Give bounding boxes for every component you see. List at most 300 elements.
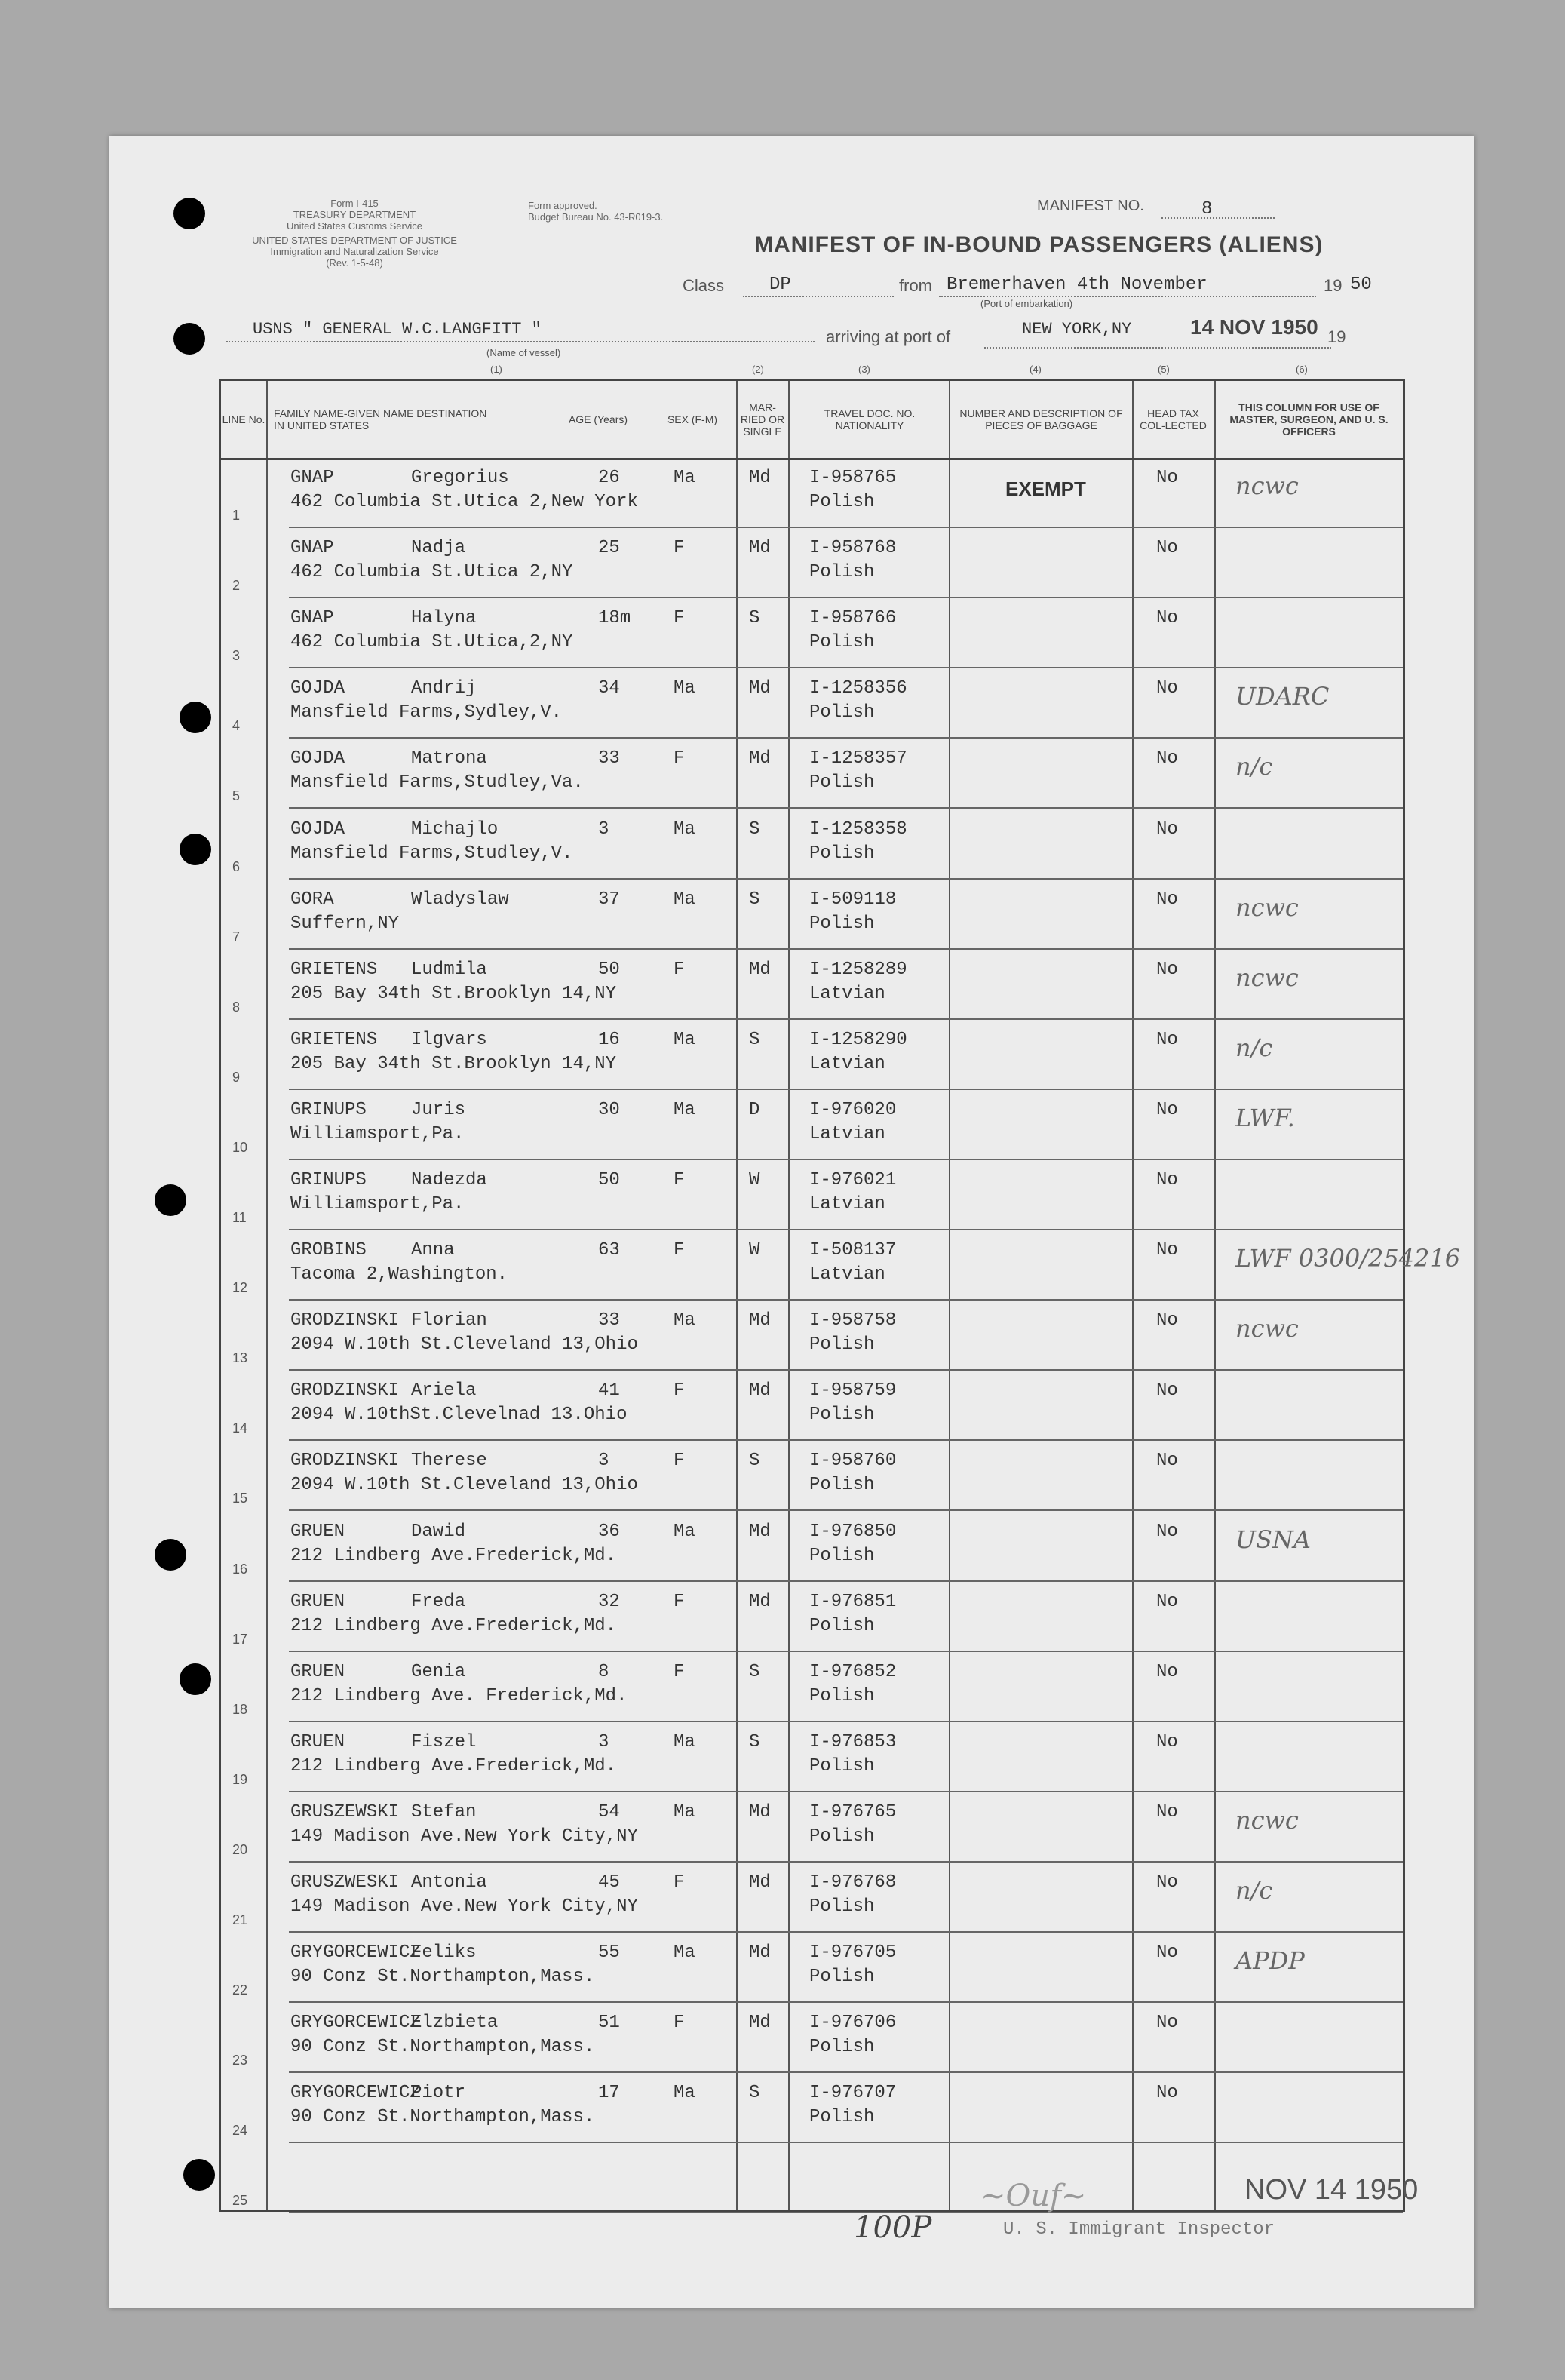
given-name: Michajlo (411, 818, 499, 840)
line-number: 8 (232, 999, 241, 1015)
marital-status: S (749, 1451, 760, 1472)
given-name: Ariela (411, 1380, 477, 1402)
from-line (939, 296, 1316, 297)
line-number: 6 (232, 858, 241, 874)
given-name: Nadja (411, 538, 466, 559)
table-row (221, 1933, 1403, 2003)
table-row (221, 1371, 1403, 1441)
budget-bureau: Budget Bureau No. 43-R019-3. (528, 211, 664, 223)
destination: Mansfield Farms,Studley,V. (290, 843, 573, 864)
table-row (221, 1863, 1403, 1933)
destination: 462 Columbia St.Utica 2,New York (290, 492, 638, 512)
table-row (221, 1230, 1461, 1301)
given-name: Juris (411, 1099, 466, 1120)
line-number: 21 (232, 1912, 248, 1927)
punch-hole (183, 2159, 215, 2191)
officer-remark: n/c (1235, 1876, 1273, 1905)
line-number: 14 (232, 1420, 248, 1436)
head-tax: No (1156, 1661, 1178, 1682)
given-name: Nadezda (411, 1170, 487, 1190)
head-tax: No (1156, 608, 1178, 629)
header-sex: SEX (F-M) (667, 413, 718, 425)
travel-doc-no: I-508137 (809, 1240, 897, 1261)
inspector-title: U. S. Immigrant Inspector (1003, 2219, 1275, 2240)
travel-doc-no: I-1258356 (809, 678, 907, 699)
family-name: GRYGORCEWICZ (290, 2013, 421, 2034)
header-baggage: NUMBER AND DESCRIPTION OF PIECES OF BAGGAGE (959, 407, 1123, 431)
head-tax: No (1156, 1731, 1178, 1752)
col-number-6: (6) (1296, 364, 1308, 375)
given-name: Elzbieta (411, 2013, 499, 2034)
travel-doc-no: I-976705 (809, 1942, 897, 1964)
nationality: Polish (809, 1545, 875, 1566)
marital-status: S (749, 818, 760, 840)
row-rule (289, 2212, 1403, 2213)
sex: Ma (674, 1029, 695, 1050)
given-name: Florian (411, 1310, 487, 1331)
manifest-no-line (1161, 217, 1275, 219)
nationality: Polish (809, 1334, 875, 1356)
nationality: Polish (809, 1685, 875, 1706)
destination: Tacoma 2,Washington. (290, 1264, 508, 1285)
marital-status: S (749, 1029, 760, 1050)
nationality: Polish (809, 1475, 875, 1496)
travel-doc-no: I-976853 (809, 1731, 897, 1752)
nationality: Polish (809, 632, 875, 653)
travel-doc-no: I-976765 (809, 1801, 897, 1823)
destination: 149 Madison Ave.New York City,NY (290, 1826, 638, 1847)
class-label: Class (683, 276, 725, 295)
sex: F (674, 1380, 685, 1402)
marital-status: S (749, 608, 760, 629)
line-number: 12 (232, 1280, 248, 1296)
travel-doc-no: I-976020 (809, 1099, 897, 1120)
sex: Ma (674, 678, 695, 699)
destination: 462 Columbia St.Utica 2,NY (290, 562, 573, 583)
nationality: Polish (809, 913, 875, 934)
inspection-date-stamp: NOV 14 1950 (1244, 2174, 1419, 2206)
sex: Ma (674, 1099, 695, 1120)
officer-remark: n/c (1235, 752, 1273, 782)
marital-status: D (749, 1099, 760, 1120)
sex: Ma (674, 1521, 695, 1542)
nationality: Polish (809, 562, 875, 583)
marital-status: Md (749, 2013, 771, 2034)
head-tax: No (1156, 1099, 1178, 1120)
nationality: Polish (809, 492, 875, 512)
officer-remark: n/c (1235, 1033, 1273, 1062)
sex: Ma (674, 818, 695, 840)
arriving-line (984, 347, 1331, 349)
head-tax: No (1156, 1872, 1178, 1893)
destination: Mansfield Farms,Sydley,V. (290, 702, 563, 723)
family-name: GRINUPS (290, 1170, 367, 1190)
head-tax: No (1156, 959, 1178, 980)
arriving-label: arriving at port of (826, 327, 951, 346)
age: 3 (598, 1731, 609, 1752)
sex: F (674, 1661, 685, 1682)
family-name: GNAP (290, 608, 334, 629)
table-row (221, 528, 1403, 598)
destination: 212 Lindberg Ave.Frederick,Md. (290, 1755, 617, 1777)
line-number: 4 (232, 718, 241, 734)
vessel-name: USNS " GENERAL W.C.LANGFITT " (253, 320, 542, 339)
table-row (221, 950, 1403, 1020)
form-agency-block (226, 198, 483, 269)
form-approval-block (528, 200, 709, 223)
age: 63 (598, 1240, 620, 1261)
head-tax: No (1156, 1310, 1178, 1331)
marital-status: Md (749, 1380, 771, 1402)
family-name: GRUEN (290, 1731, 345, 1752)
punch-hole (155, 1184, 186, 1216)
travel-doc-no: I-958758 (809, 1310, 897, 1331)
manifest-no: 8 (1201, 199, 1213, 220)
travel-doc-no: I-976706 (809, 2013, 897, 2034)
header-travel-doc: TRAVEL DOC. NO. NATIONALITY (824, 407, 916, 431)
table-row (221, 2073, 1403, 2143)
family-name: GRUSZEWSKI (290, 1801, 400, 1823)
travel-doc-no: I-976850 (809, 1521, 897, 1542)
table-row (221, 598, 1403, 668)
marital-status: S (749, 1731, 760, 1752)
marital-status: Md (749, 1591, 771, 1612)
family-name: GROBINS (290, 1240, 367, 1261)
justice-dept: UNITED STATES DEPARTMENT OF JUSTICE (252, 235, 457, 246)
sex: F (674, 1591, 685, 1612)
table-row (221, 2143, 1403, 2213)
age: 36 (598, 1521, 620, 1542)
travel-doc-no: I-509118 (809, 889, 897, 910)
line-number: 22 (232, 1982, 248, 1998)
age: 55 (598, 1942, 620, 1964)
destination: 212 Lindberg Ave.Frederick,Md. (290, 1615, 617, 1636)
marital-status: S (749, 1661, 760, 1682)
head-tax: No (1156, 889, 1178, 910)
table-row (221, 1301, 1403, 1371)
travel-doc-no: I-976021 (809, 1170, 897, 1190)
marital-status: Md (749, 678, 771, 699)
arrival-date-stamp: 14 NOV 1950 (1190, 315, 1318, 339)
sex: F (674, 608, 685, 629)
table-row (221, 1160, 1403, 1230)
officer-remark: ncwc (1235, 892, 1299, 922)
marital-status: Md (749, 1310, 771, 1331)
given-name: Piotr (411, 2083, 466, 2104)
officer-remark: USNA (1235, 1525, 1311, 1554)
marital-status: Md (749, 468, 771, 488)
head-tax: No (1156, 1801, 1178, 1823)
vessel-line (226, 341, 815, 342)
given-name: Freda (411, 1591, 466, 1612)
head-tax: No (1156, 678, 1178, 699)
col-number-3: (3) (858, 364, 870, 375)
officer-remark: LWF 0300/254216 (1235, 1244, 1461, 1273)
family-name: GRYGORCEWICZ (290, 2083, 421, 2104)
line-number: 20 (232, 1841, 248, 1857)
given-name: Ludmila (411, 959, 487, 980)
line-number: 5 (232, 788, 241, 804)
line-number: 16 (232, 1561, 248, 1577)
table-row (221, 880, 1403, 950)
header-marital: MAR-RIED OR SINGLE (740, 401, 785, 438)
age: 17 (598, 2083, 620, 2104)
officer-remark: ncwc (1235, 963, 1299, 992)
table-row (221, 1792, 1403, 1863)
head-tax: No (1156, 1170, 1178, 1190)
table-row (221, 458, 1403, 528)
age: 37 (598, 889, 620, 910)
destination: Williamsport,Pa. (290, 1123, 465, 1144)
head-tax: No (1156, 1029, 1178, 1050)
head-tax: No (1156, 1942, 1178, 1964)
given-name: Stefan (411, 1801, 477, 1823)
travel-doc-no: I-958759 (809, 1380, 897, 1402)
given-name: Wladyslaw (411, 889, 509, 910)
officer-remark: LWF. (1235, 1103, 1295, 1132)
travel-doc-no: I-958768 (809, 538, 897, 559)
family-name: GRUSZWESKI (290, 1872, 400, 1893)
nationality: Polish (809, 1405, 875, 1426)
age: 8 (598, 1661, 609, 1682)
marital-status: W (749, 1240, 760, 1261)
age: 45 (598, 1872, 620, 1893)
line-number: 2 (232, 578, 241, 594)
sex: Ma (674, 2083, 695, 2104)
class-line (743, 296, 894, 297)
travel-doc-no: I-1258289 (809, 959, 907, 980)
passenger-table (219, 379, 1461, 2212)
marital-status: Md (749, 959, 771, 980)
destination: 2094 W.10thSt.Clevelnad 13.Ohio (290, 1405, 628, 1426)
table-row (221, 1582, 1403, 1652)
nationality: Polish (809, 2037, 875, 2058)
destination: 149 Madison Ave.New York City,NY (290, 1896, 638, 1917)
travel-doc-no: I-1258358 (809, 818, 907, 840)
table-row (221, 739, 1403, 809)
table-row (221, 1652, 1403, 1722)
line-number: 1 (232, 508, 241, 523)
age: 33 (598, 1310, 620, 1331)
travel-doc-no: I-976768 (809, 1872, 897, 1893)
header-officers: THIS COLUMN FOR USE OF MASTER, SURGEON, AND U. S. OFFICERS (1229, 401, 1389, 438)
family-name: GRIETENS (290, 1029, 378, 1050)
treasury-dept: TREASURY DEPARTMENT (293, 209, 416, 220)
arriving-port: NEW YORK,NY (1022, 320, 1132, 339)
given-name: Dawid (411, 1521, 466, 1542)
line-number: 23 (232, 2053, 248, 2068)
marital-status: Md (749, 1942, 771, 1964)
punch-hole (180, 702, 211, 733)
age: 50 (598, 1170, 620, 1190)
line-number: 7 (232, 929, 241, 944)
given-name: Anna (411, 1240, 455, 1261)
nationality: Polish (809, 772, 875, 794)
sex: F (674, 538, 685, 559)
line-number: 18 (232, 1701, 248, 1717)
form-revision: (Rev. 1-5-48) (326, 257, 383, 269)
sex: Ma (674, 889, 695, 910)
from-value: Bremerhaven 4th November (947, 275, 1208, 295)
passenger-count-note: 100P (854, 2210, 932, 2245)
header-head-tax: HEAD TAX COL-LECTED (1140, 407, 1207, 431)
class-value: DP (769, 275, 791, 295)
age: 50 (598, 959, 620, 980)
family-name: GRUEN (290, 1521, 345, 1542)
travel-doc-no: I-958766 (809, 608, 897, 629)
travel-doc-no: I-1258357 (809, 748, 907, 769)
family-name: GRODZINSKI (290, 1451, 400, 1472)
punch-hole (155, 1539, 186, 1571)
nationality: Latvian (809, 1264, 885, 1285)
officer-remark: ncwc (1235, 1314, 1299, 1344)
age: 51 (598, 2013, 620, 2034)
destination: 205 Bay 34th St.Brooklyn 14,NY (290, 1053, 617, 1074)
officer-remark: UDARC (1235, 682, 1330, 711)
head-tax: No (1156, 2013, 1178, 2034)
sex: F (674, 2013, 685, 2034)
head-tax: No (1156, 2083, 1178, 2104)
year-value: 50 (1350, 275, 1372, 295)
age: 54 (598, 1801, 620, 1823)
given-name: Ilgvars (411, 1029, 487, 1050)
marital-status: S (749, 889, 760, 910)
age: 34 (598, 678, 620, 699)
destination: 205 Bay 34th St.Brooklyn 14,NY (290, 983, 617, 1004)
age: 26 (598, 468, 620, 488)
sex: F (674, 1872, 685, 1893)
family-name: GRODZINSKI (290, 1380, 400, 1402)
customs-service: United States Customs Service (287, 220, 422, 232)
port-embarkation-label: (Port of embarkation) (980, 298, 1073, 309)
marital-status: Md (749, 748, 771, 769)
travel-doc-no: I-976852 (809, 1661, 897, 1682)
sex: Ma (674, 1731, 695, 1752)
head-tax: No (1156, 1521, 1178, 1542)
destination: Suffern,NY (290, 913, 400, 934)
ins-service: Immigration and Naturalization Service (270, 246, 439, 257)
header-age: AGE (Years) (568, 413, 628, 425)
line-number: 24 (232, 2123, 248, 2139)
manifest-no-label: MANIFEST NO. (1037, 198, 1144, 214)
sex: F (674, 1240, 685, 1261)
line-number: 10 (232, 1139, 248, 1155)
vessel-label: (Name of vessel) (486, 347, 561, 358)
nationality: Latvian (809, 1053, 885, 1074)
age: 3 (598, 818, 609, 840)
baggage-exempt-stamp: EXEMPT (1005, 478, 1086, 500)
head-tax: No (1156, 818, 1178, 840)
line-number: 3 (232, 648, 241, 664)
sex: Ma (674, 1310, 695, 1331)
officer-remark: ncwc (1235, 471, 1299, 500)
family-name: GRUEN (290, 1661, 345, 1682)
nationality: Latvian (809, 1194, 885, 1215)
travel-doc-no: I-976851 (809, 1591, 897, 1612)
sex: Ma (674, 1942, 695, 1964)
nationality: Polish (809, 702, 875, 723)
form-number: Form I-415 (330, 198, 379, 209)
given-name: Gregorius (411, 468, 509, 488)
nationality: Polish (809, 1967, 875, 1988)
year-prefix: 19 (1324, 276, 1343, 295)
punch-hole (173, 198, 205, 229)
col-number-4: (4) (1030, 364, 1042, 375)
travel-doc-no: I-958765 (809, 468, 897, 488)
punch-hole (180, 1663, 211, 1695)
punch-hole (173, 323, 205, 355)
sex: Ma (674, 468, 695, 488)
inspector-signature: ~Ouf~ (980, 2179, 1087, 2213)
head-tax: No (1156, 748, 1178, 769)
given-name: Halyna (411, 608, 477, 629)
family-name: GRYGORCEWICZ (290, 1942, 421, 1964)
line-number: 13 (232, 1350, 248, 1366)
given-name: Fiszel (411, 1731, 477, 1752)
col-number-1: (1) (490, 364, 502, 375)
sex: F (674, 748, 685, 769)
destination: 2094 W.10th St.Cleveland 13,Ohio (290, 1334, 638, 1356)
family-name: GOJDA (290, 748, 345, 769)
line-number: 15 (232, 1491, 248, 1506)
table-row (221, 809, 1403, 880)
marital-status: Md (749, 1801, 771, 1823)
nationality: Polish (809, 1755, 875, 1777)
family-name: GOJDA (290, 678, 345, 699)
given-name: Therese (411, 1451, 487, 1472)
destination: 212 Lindberg Ave.Frederick,Md. (290, 1545, 617, 1566)
arrival-year-prefix: 19 (1327, 327, 1346, 346)
marital-status: S (749, 2083, 760, 2104)
destination: Mansfield Farms,Studley,Va. (290, 772, 584, 794)
destination: 90 Conz St.Northampton,Mass. (290, 2037, 595, 2058)
travel-doc-no: I-958760 (809, 1451, 897, 1472)
destination: 212 Lindberg Ave. Frederick,Md. (290, 1685, 628, 1706)
age: 41 (598, 1380, 620, 1402)
marital-status: Md (749, 1872, 771, 1893)
marital-status: W (749, 1170, 760, 1190)
table-row (221, 1020, 1403, 1090)
line-number: 25 (232, 2193, 248, 2209)
officer-remark: APDP (1235, 1946, 1305, 1976)
destination: 90 Conz St.Northampton,Mass. (290, 1967, 595, 1988)
line-number: 19 (232, 1771, 248, 1787)
age: 25 (598, 538, 620, 559)
officer-remark: ncwc (1235, 1805, 1299, 1835)
sex: Ma (674, 1801, 695, 1823)
destination: 90 Conz St.Northampton,Mass. (290, 2107, 595, 2128)
given-name: Genia (411, 1661, 466, 1682)
line-number: 11 (232, 1210, 247, 1225)
family-name: GNAP (290, 468, 334, 488)
nationality: Latvian (809, 983, 885, 1004)
family-name: GRIETENS (290, 959, 378, 980)
destination: Williamsport,Pa. (290, 1194, 465, 1215)
destination: 2094 W.10th St.Cleveland 13,Ohio (290, 1475, 638, 1496)
nationality: Polish (809, 843, 875, 864)
manifest-title: MANIFEST OF IN-BOUND PASSENGERS (ALIENS) (754, 232, 1324, 257)
given-name: Antonia (411, 1872, 487, 1893)
table-row (221, 668, 1403, 739)
table-row (221, 1512, 1403, 1582)
head-tax: No (1156, 538, 1178, 559)
family-name: GRUEN (290, 1591, 345, 1612)
sex: F (674, 1170, 685, 1190)
marital-status: Md (749, 1521, 771, 1542)
given-name: Matrona (411, 748, 487, 769)
nationality: Polish (809, 1826, 875, 1847)
nationality: Latvian (809, 1123, 885, 1144)
